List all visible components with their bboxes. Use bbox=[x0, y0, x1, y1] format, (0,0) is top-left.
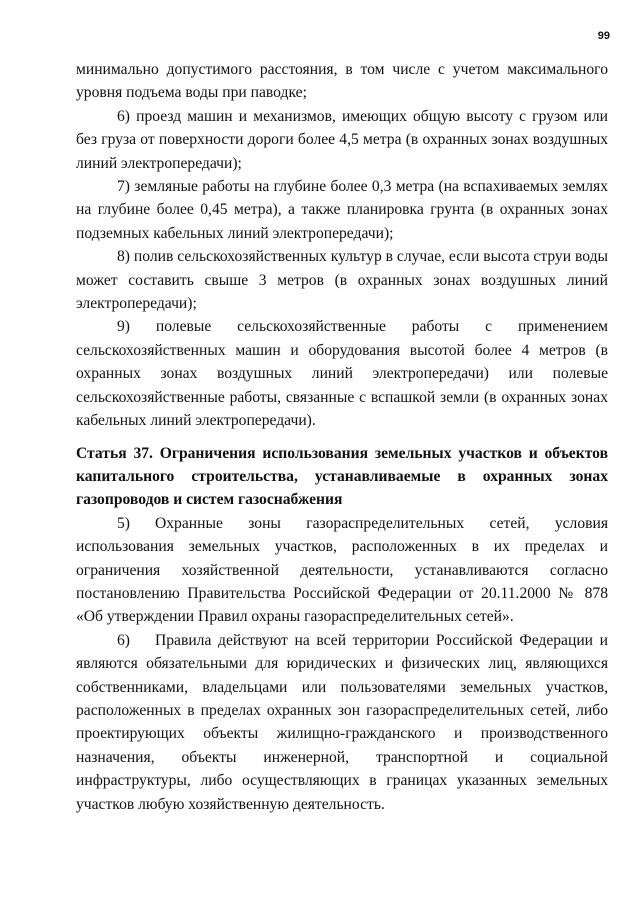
article-heading: Статья 37. Ограничения использования земельных участков и объектов капитального строительства, устанавливаемые в охранных зонах газопроводов и систем газоснабжения bbox=[76, 444, 608, 509]
list-item-7: 7) земляные работы на глубине более 0,3 метра (на вспахиваемых землях на глубине более 0,45 метра), а также планировка грунта (в охранных зонах подземных кабельных линий электропередачи); bbox=[76, 178, 608, 242]
list-item-9: 9) полевые сельскохозяйственные работы с применением сельскохозяйственных машин и оборудования высотой более 4 метров (в охранных зонах воздушных линий электропередачи) или полевые сельскохозяйственные работы, связанные с вспашкой земли (в охранных зонах кабельных линий электропередачи). bbox=[76, 318, 608, 430]
paragraph-text: Охранные зоны газораспределительных сетей, условия использования земельных участков, расположенных в их пределах и ограничения хозяйственной деятельности, устанавливаются согласно постановлению Правительства Российской Федерации от 20.11.2000 № 878 «Об утверждении Правил охраны газораспределительных сетей». bbox=[76, 514, 608, 626]
list-item-8: 8) полив сельскохозяйственных культур в случае, если высота струи воды может составить свыше 3 метров (в охранных зонах воздушных линий электропередачи); bbox=[76, 248, 608, 313]
page-number: 99 bbox=[597, 30, 610, 42]
document-body bbox=[76, 58, 608, 816]
paragraph-number: 5) bbox=[117, 514, 130, 532]
continuation-paragraph: минимально допустимого расстояния, в том числе с учетом максимального уровня подъема воды при паводке; bbox=[76, 61, 608, 102]
paragraph-text: Правила действуют на всей территории Российской Федерации и являются обязательными для юридических и физических лиц, являющихся собственниками, владельцами или пользователями земельных участков, расположенных в пределах охранных зон газораспределительных сетей, либо проектирующих объекты жилищно-гражданского и производственного назначения, объекты инженерной, транспортной и социальной инфраструктуры, либо осуществляющих в границах указанных земельных участков любую хозяйственную деятельность. bbox=[76, 631, 608, 813]
article-paragraph-6 bbox=[76, 629, 608, 816]
paragraph-number: 6) bbox=[117, 631, 130, 649]
article-paragraph-5 bbox=[76, 512, 608, 629]
list-item-6: 6) проезд машин и механизмов, имеющих общую высоту с грузом или без груза от поверхности дороги более 4,5 метра (в охранных зонах воздушных линий электропередачи); bbox=[76, 107, 608, 172]
